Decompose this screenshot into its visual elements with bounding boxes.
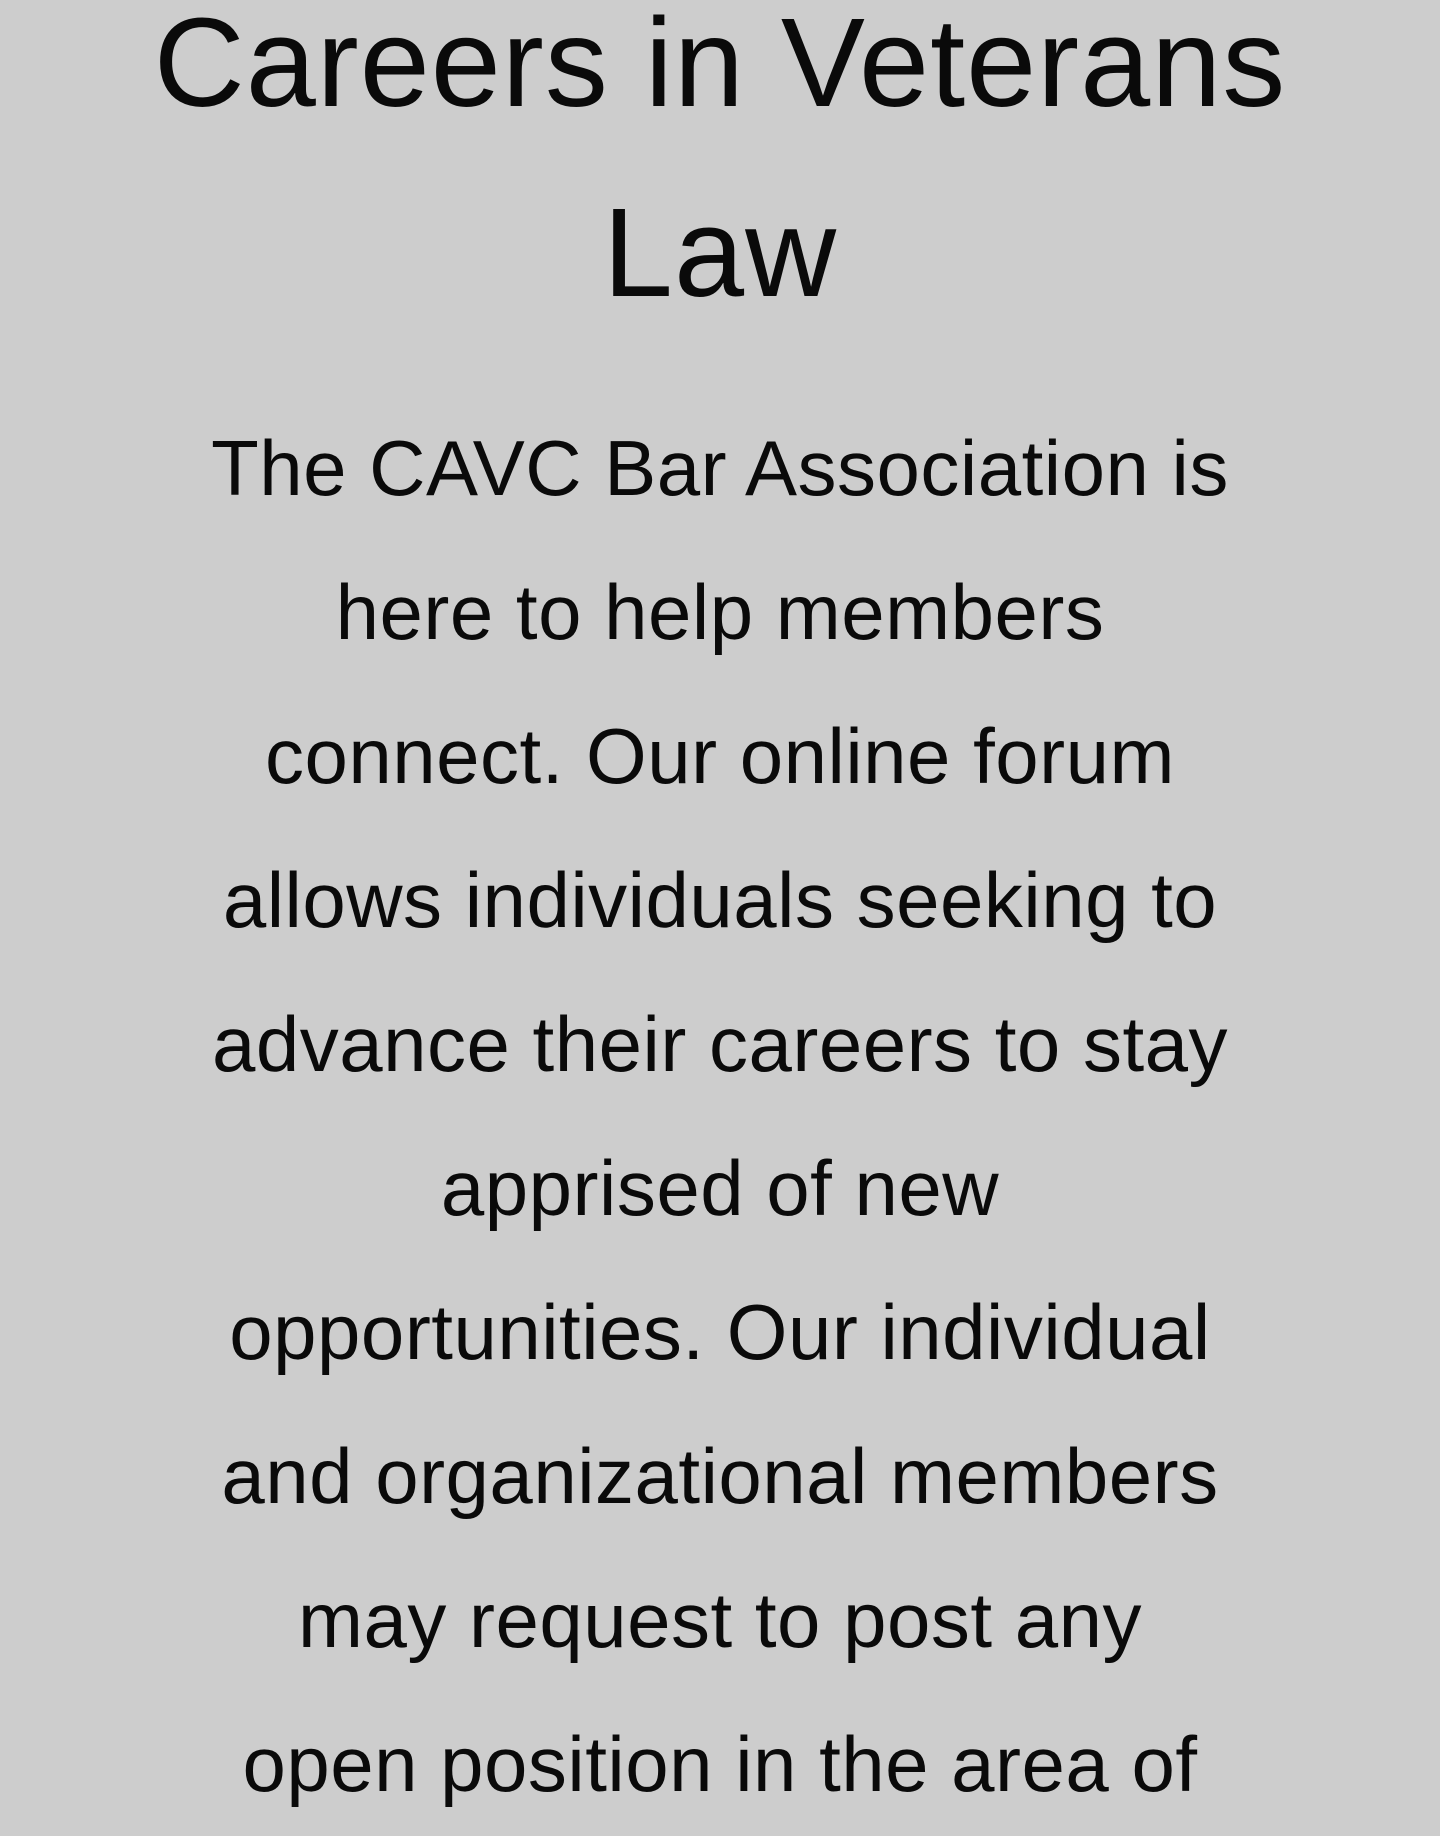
intro-line: connect. Our online forum xyxy=(265,712,1175,800)
intro-line: may request to post any xyxy=(298,1576,1142,1664)
intro-line: and organizational members xyxy=(221,1432,1219,1520)
intro-paragraph xyxy=(0,396,1440,1836)
page-title xyxy=(0,0,1440,348)
page-title-line: Careers in Veterans xyxy=(153,0,1287,133)
intro-line: allows individuals seeking to xyxy=(222,856,1218,944)
intro-line: opportunities. Our individual xyxy=(229,1288,1211,1376)
intro-line: open position in the area of xyxy=(242,1720,1198,1808)
intro-line: here to help members xyxy=(335,568,1105,656)
intro-line: apprised of new xyxy=(440,1144,1000,1232)
intro-line: The CAVC Bar Association is xyxy=(211,424,1229,512)
intro-line: advance their careers to stay xyxy=(211,1000,1228,1088)
page-title-line: Law xyxy=(602,182,838,323)
